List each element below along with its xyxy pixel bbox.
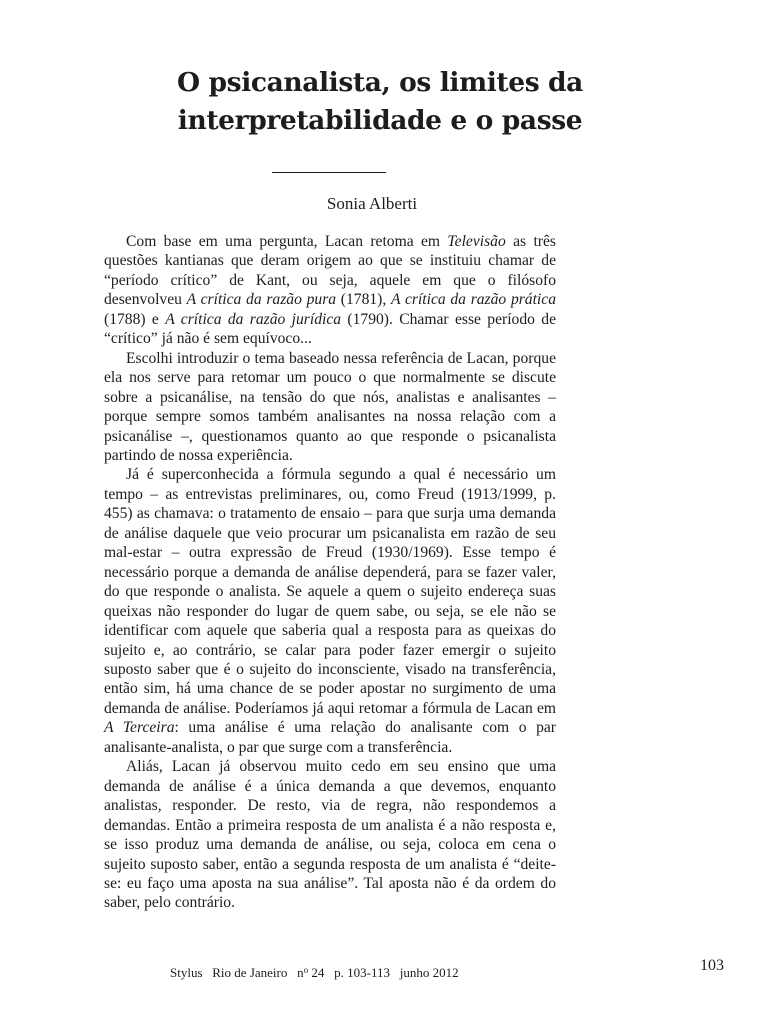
text-run: (1781), <box>336 291 391 309</box>
paragraph-4 <box>104 757 556 913</box>
footer-issue-superscript: o <box>303 965 309 975</box>
paragraph-1 <box>104 232 556 349</box>
footer-issue-number: 24 <box>311 965 325 980</box>
author-name: Sonia Alberti <box>326 194 418 213</box>
title-line-1: O psicanalista, os limites da <box>177 67 583 98</box>
italic-title-text: Televisão <box>447 233 506 250</box>
running-footer <box>170 961 530 982</box>
title-divider <box>272 172 386 173</box>
italic-title-text: A crítica da razão pura <box>186 291 337 309</box>
text-run: : uma análise é uma relação do analisante com o par analisante-analista, o par que surge com a transferência. <box>104 719 556 756</box>
paragraph-3 <box>104 465 556 757</box>
article-title <box>80 64 680 140</box>
text-run: (1790). Chamar esse período de “crítico” já não é sem equívoco... <box>104 310 556 348</box>
paragraph-2 <box>104 349 556 466</box>
page-number: 103 <box>700 957 724 974</box>
footer-issue <box>297 965 324 980</box>
text-run: Já é superconhecida a fórmula segundo a qual é necessário um tempo – as entrevistas preliminares, ou, como Freud (1913/1999, p. 455) as chamava: o tratamento de ensaio – para que surja uma demanda de análise daquele que veio procurar um psicanalista em razão de seu mal-estar – outra expressão de Freud (1930/1969). Esse tempo é necessário porque a demanda de análise dependerá, para se fazer valer, do que responde o analista. Se aquele a quem o sujeito endereça suas queixas não responder do lugar de quem sabe, ou seja, se ele não se identificar com aquele que saberia qual a resposta para as queixas do sujeito e, ao contrário, se calar para poder fazer emergir o sujeito suposto saber que é o sujeito do inconsciente, visado na transferência, então sim, há uma chance de se poder apostar no surgimento de uma demanda de análise. Poderíamos já aqui retomar a fórmula de Lacan em <box>104 466 556 717</box>
footer-journal: Stylus <box>170 965 203 980</box>
text-run: Aliás, Lacan já observou muito cedo em seu ensino que uma demanda de análise é a única demanda a que devemos, enquanto analistas, responder. De resto, via de regra, não respondemos a demandas. Então a primeira resposta de um analista é a não resposta e, se isso produz uma demanda de análise, ou seja, coloca em cena o sujeito suposto saber, então a segunda resposta de um analista é “deite-se: eu faço uma aposta na sua análise”. Tal aposta não é da ordem do saber, pelo contrário. <box>104 758 556 912</box>
italic-title-text: A crítica da razão prática <box>391 291 556 309</box>
italic-title-text: A crítica da razão jurídica <box>165 310 342 328</box>
footer-date: junho 2012 <box>399 965 459 980</box>
text-run: Escolhi introduzir o tema baseado nessa referência de Lacan, porque ela nos serve para retomar um pouco o que normalmente se discute sobre a psicanálise, na tensão do que nós, analistas e analisantes – porque sempre somos também analisantes na nossa relação com a psicanálise –, questionamos quanto ao que responde o psicanalista partindo de nossa experiência. <box>104 349 556 464</box>
article-body <box>104 232 556 913</box>
footer-pages: p. 103-113 <box>334 965 390 980</box>
title-line-2: interpretabilidade e o passe <box>177 105 583 136</box>
footer-issue-prefix: n <box>297 965 304 980</box>
text-run: (1788) e <box>104 310 166 328</box>
italic-title-text: A Terceira <box>104 719 175 737</box>
text-run: as três questões kantianas que deram origem ao que se instituiu chamar de “período crítico” de Kant, ou seja, aquele em que o filósofo desenvolveu <box>104 233 556 309</box>
text-run: Com base em uma pergunta, Lacan retoma em <box>126 233 448 250</box>
footer-city: Rio de Janeiro <box>212 965 288 980</box>
